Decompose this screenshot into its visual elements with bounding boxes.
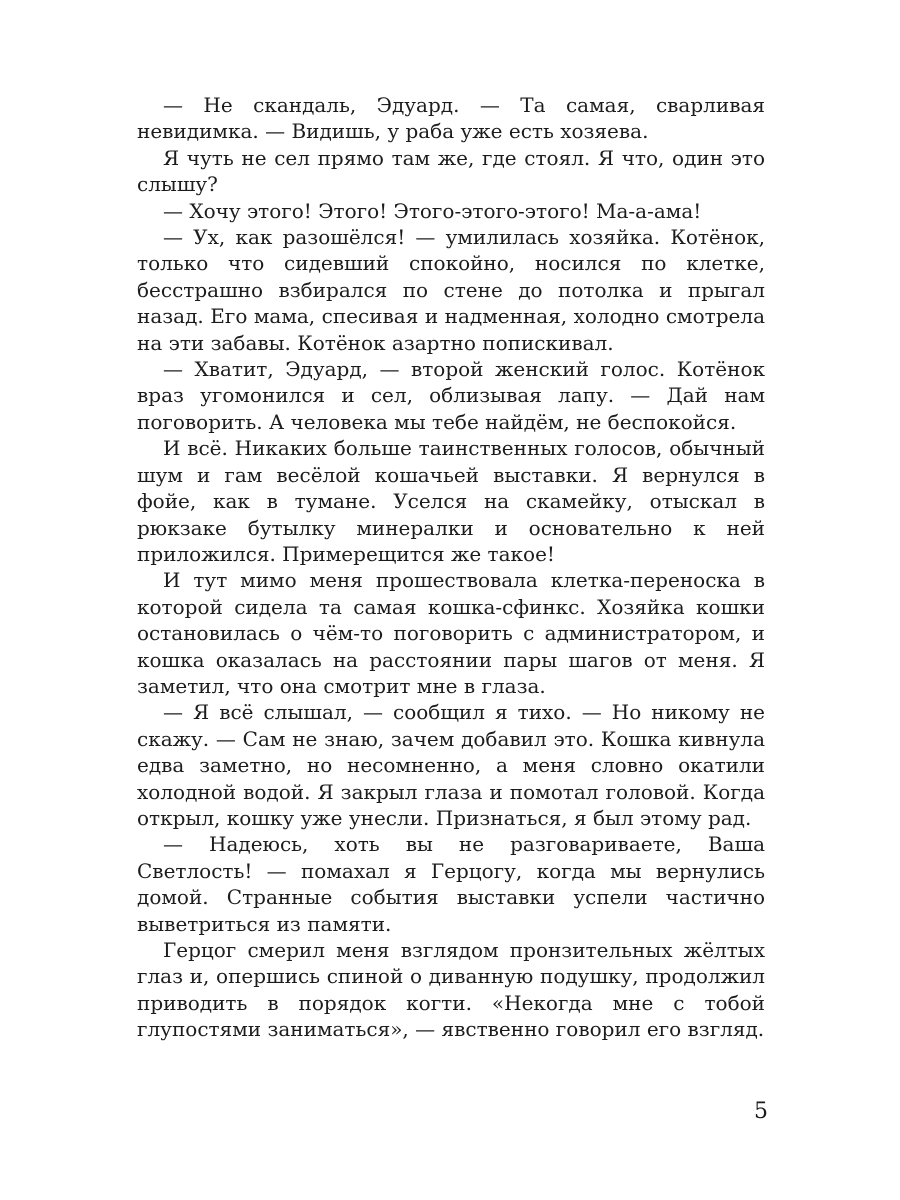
paragraph: И тут мимо меня прошествовала клетка-переноска в которой сидела та самая кошка-сфинкс. Хозяйка кошки остановилась о чём-то поговорить с администратором, и кошка оказалась на расстоянии пары шагов от меня. Я заметил, что она смотрит мне в глаза. [137, 568, 765, 698]
paragraph: — Хватит, Эдуард, — второй женский голос. Котёнок враз угомонился и сел, облизывая лапу. — Дай нам поговорить. А человека мы тебе найдём, не беспокойся. [137, 357, 765, 434]
paragraph: И всё. Никаких больше таинственных голосов, обычный шум и гам весёлой кошачьей выставки. Я вернулся в фойе, как в тумане. Уселся на скамейку, отыскал в рюкзаке бутылку минералки и основательно к ней приложился. Примерещится же такое! [137, 436, 765, 566]
page-number: 5 [754, 1099, 768, 1124]
paragraph: Я чуть не сел прямо там же, где стоял. Я что, один это слышу? [137, 145, 765, 197]
body-text [137, 92, 765, 1043]
paragraph: — Я всё слышал, — сообщил я тихо. — Но никому не скажу. — Сам не знаю, зачем добавил это. Кошка кивнула едва заметно, но несомненно, а меня словно окатили холодной водой. Я закрыл глаза и помотал головой. Когда открыл, кошку уже унесли. Признаться, я был этому рад. [137, 700, 765, 830]
paragraph: — Не скандаль, Эдуард. — Та самая, сварливая невидимка. — Видишь, у раба уже есть хозяева. [137, 93, 765, 144]
paragraph: Герцог смерил меня взглядом пронзительных жёлтых глаз и, опершись спиной о диванную подушку, продолжил приводить в порядок когти. «Некогда мне с тобой глупостями заниматься», — явственно говорил его взгляд. [137, 938, 765, 1042]
paragraph: — Ух, как разошёлся! — умилилась хозяйка. Котёнок, только что сидевший спокойно, носился по клетке, бесстрашно взбирался по стене до потолка и прыгал назад. Его мама, спесивая и надменная, холодно смотрела на эти забавы. Котёнок азартно попискивал. [137, 225, 765, 355]
paragraph: — Хочу этого! Этого! Этого-этого-этого! Ма-а-ама! [163, 198, 702, 223]
paragraph: — Надеюсь, хоть вы не разговариваете, Ваша Светлость! — помахал я Герцогу, когда мы вернулись домой. Странные события выставки успели частично выветриться из памяти. [137, 832, 765, 936]
